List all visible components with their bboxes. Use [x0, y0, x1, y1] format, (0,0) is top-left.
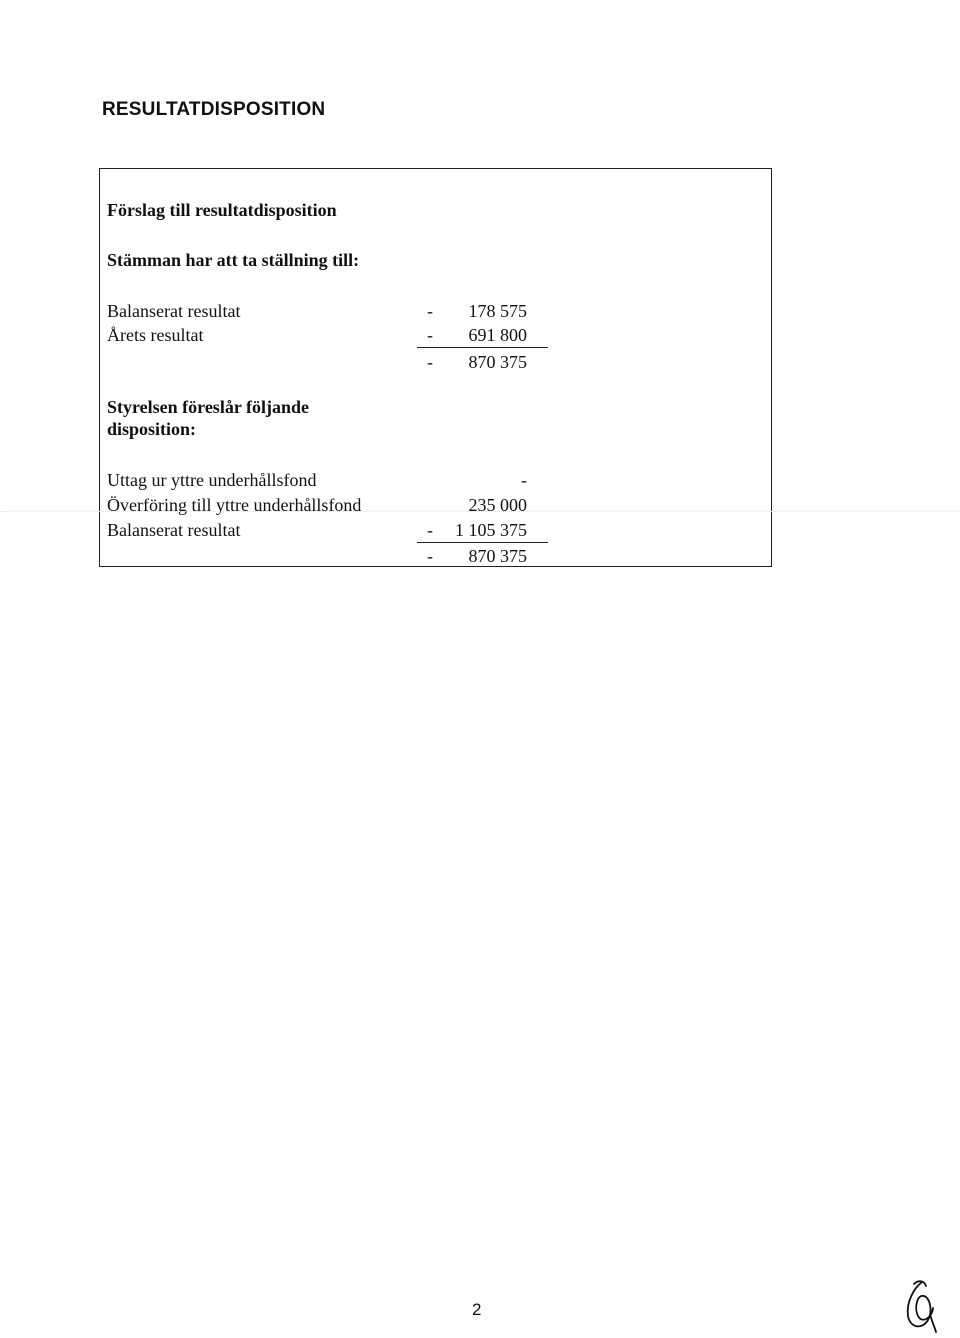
disposition-box	[99, 168, 772, 567]
disposition-amount: 235 000	[468, 495, 527, 515]
results-label: Årets resultat	[107, 325, 204, 345]
disposition-label: Balanserat resultat	[107, 520, 241, 540]
box-subheading: Stämman har att ta ställning till:	[107, 250, 360, 270]
disposition-sign: -	[427, 520, 433, 540]
disposition-label: Uttag ur yttre underhållsfond	[107, 470, 317, 490]
disposition-sum-rule	[417, 542, 548, 543]
disposition-amount: -	[521, 470, 527, 490]
disposition-amount: 1 105 375	[455, 520, 527, 540]
results-amount: 178 575	[468, 301, 527, 321]
results-sign: -	[427, 325, 433, 345]
proposal-heading-line1: Styrelsen föreslår följande	[107, 397, 309, 417]
results-label: Balanserat resultat	[107, 301, 241, 321]
page-number: 2	[472, 1300, 482, 1319]
results-total-amount: 870 375	[468, 352, 527, 372]
proposal-heading-line2: disposition:	[107, 419, 197, 439]
initials-signature-icon	[900, 1278, 940, 1334]
box-heading: Förslag till resultatdisposition	[107, 200, 337, 220]
results-total-sign: -	[427, 352, 433, 372]
disposition-total-amount: 870 375	[468, 546, 527, 566]
page-title: RESULTATDISPOSITION	[102, 99, 326, 120]
scan-artifact-line	[0, 511, 960, 512]
results-sum-rule	[417, 347, 548, 348]
disposition-total-sign: -	[427, 546, 433, 566]
results-sign: -	[427, 301, 433, 321]
results-amount: 691 800	[468, 325, 527, 345]
disposition-label: Överföring till yttre underhållsfond	[107, 495, 362, 515]
